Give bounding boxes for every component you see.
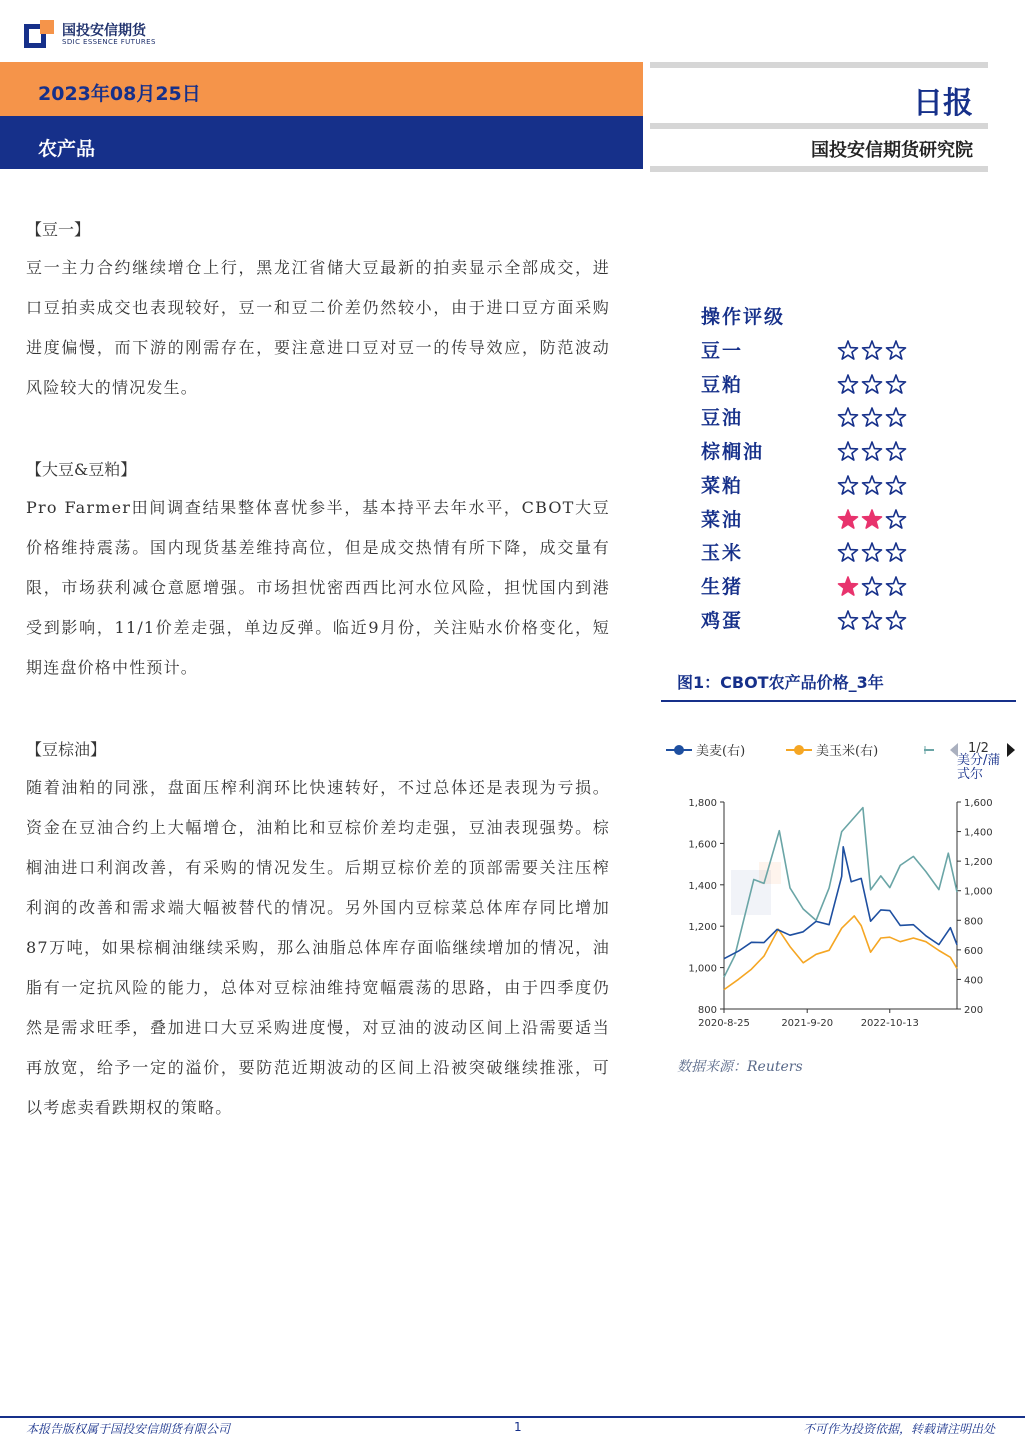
star-outline-icon	[862, 341, 881, 359]
rating-row	[701, 505, 921, 535]
right-axis-tick-label: 400	[964, 975, 984, 987]
section-title-soybean-one: 【豆一】	[26, 220, 91, 239]
star-outline-icon	[886, 510, 905, 528]
star-outline-icon	[838, 408, 857, 426]
rating-row	[701, 538, 921, 568]
star-filled-icon	[838, 577, 857, 595]
left-axis-tick-label: 1,400	[688, 880, 717, 892]
legend-label: 美玉米(右)	[816, 744, 879, 759]
rating-item-name: 菜油	[701, 508, 744, 531]
institute-name: 国投安信期货研究院	[811, 140, 973, 161]
rating-stars	[837, 474, 909, 496]
rating-item-name: 生猪	[701, 575, 744, 598]
left-axis-tick-label: 1,200	[688, 922, 717, 934]
rating-item-name: 鸡蛋	[701, 609, 744, 632]
left-axis-tick-label: 1,800	[688, 798, 717, 809]
rating-item-name: 菜粕	[701, 474, 744, 497]
x-axis-tick-label: 2021-9-20	[781, 1018, 834, 1029]
star-outline-icon	[862, 577, 881, 595]
star-outline-icon	[886, 543, 905, 561]
rating-stars	[837, 508, 909, 530]
logo-subtitle: SDIC ESSENCE FUTURES	[62, 38, 156, 46]
rating-row	[701, 336, 921, 366]
report-date: 2023年08月25日	[38, 83, 201, 105]
right-axis-tick-label: 1,200	[964, 857, 993, 869]
star-outline-icon	[838, 375, 857, 393]
legend-page-indicator: 1/2	[968, 741, 989, 756]
report-type: 日报	[913, 86, 973, 121]
rating-row	[701, 471, 921, 501]
rating-stars	[837, 609, 909, 631]
header-divider-middle	[650, 123, 988, 129]
star-outline-icon	[862, 543, 881, 561]
figure-caption: 图1：CBOT农产品价格_3年	[677, 673, 884, 692]
chart	[661, 730, 1016, 1045]
rating-stars	[837, 406, 909, 428]
section-title-oils: 【豆棕油】	[26, 740, 107, 759]
star-outline-icon	[886, 341, 905, 359]
legend-label: 美麦(右)	[696, 744, 746, 759]
footer-copyright: 本报告版权属于国投安信期货有限公司	[26, 1422, 231, 1436]
rating-item-name: 豆粕	[701, 373, 744, 396]
header-divider-bottom	[650, 166, 988, 172]
left-axis-tick-label: 1,600	[688, 839, 717, 851]
star-outline-icon	[838, 611, 857, 629]
star-outline-icon	[886, 442, 905, 460]
right-axis-unit: 美分/蒲式尔	[957, 753, 1001, 782]
star-outline-icon	[838, 341, 857, 359]
chart-plot	[661, 730, 1016, 1030]
left-axis-tick-label: 800	[697, 1005, 717, 1016]
star-outline-icon	[862, 408, 881, 426]
series-line-corn	[724, 916, 957, 990]
report-sector: 农产品	[38, 138, 96, 160]
star-outline-icon	[838, 442, 857, 460]
section-body-soybean-one	[26, 248, 610, 408]
star-filled-icon	[862, 510, 881, 528]
star-outline-icon	[862, 611, 881, 629]
figure-caption-underline	[661, 700, 1016, 702]
figure-source: 数据来源：Reuters	[677, 1059, 803, 1075]
x-axis-tick-label: 2020-8-25	[698, 1018, 750, 1029]
header-sector-band	[0, 116, 643, 169]
rating-row	[701, 572, 921, 602]
section-paragraph: Pro Farmer田间调查结果整体喜忧参半，基本持平去年水平，CBOT大豆价格维持震荡。国内现货基差维持高位，但是成交热情有所下降，成交量有限，市场获利减仓意愿增强。市场担忧密西西比河水位风险，担忧国内到港受到影响，11/1价差走强，单边反弹。临近9月份，关注贴水价格变化，短期连盘价格中性预计。	[26, 498, 610, 677]
star-outline-icon	[886, 611, 905, 629]
right-axis-tick-label: 200	[964, 1005, 984, 1016]
rating-item-name: 豆一	[701, 340, 744, 362]
left-axis-tick-label: 1,000	[688, 963, 717, 975]
rating-item-name: 豆油	[701, 407, 744, 430]
section-paragraph: 随着油粕的同涨，盘面压榨利润环比快速转好，不过总体还是表现为亏损。资金在豆油合约上大幅增仓，油粕比和豆棕价差均走强，豆油表现强势。棕榈油进口利润改善，有采购的情况发生。后期豆棕价差的顶部需要关注压榨利润的改善和需求端大幅被替代的情况。另外国内豆棕菜总体库存同比增加87万吨，如果棕榈油继续采购，那么油脂总体库存面临继续增加的情况，油脂有一定抗风险的能力，总体对豆棕油维持宽幅震荡的思路，由于四季度仍然是需求旺季，叠加进口大豆采购进度慢，对豆油的波动区间上沿需要适当再放宽，给予一定的溢价，要防范近期波动的区间上沿被突破继续推涨，可以考虑卖看跌期权的策略。	[26, 778, 610, 1117]
section-title-soybean-meal: 【大豆&豆粕】	[26, 460, 137, 479]
section-body-soybean-meal	[26, 488, 610, 688]
logo-name: 国投安信期货	[62, 23, 146, 39]
star-outline-icon	[886, 577, 905, 595]
star-outline-icon	[886, 375, 905, 393]
rating-row	[701, 606, 921, 636]
star-outline-icon	[862, 375, 881, 393]
rating-item-name: 玉米	[701, 542, 744, 565]
footer-page-number: 1	[514, 1420, 522, 1434]
rating-stars	[837, 440, 909, 462]
star-outline-icon	[838, 476, 857, 494]
right-axis-tick-label: 1,000	[964, 886, 993, 898]
rating-row	[701, 437, 921, 467]
star-outline-icon	[886, 408, 905, 426]
header-divider-top	[650, 62, 988, 68]
rating-title: 操作评级	[701, 306, 786, 328]
footer-divider	[0, 1416, 1025, 1418]
rating-stars	[837, 541, 909, 563]
x-axis-tick-label: 2022-10-13	[860, 1018, 919, 1029]
rating-row	[701, 370, 921, 400]
company-logo	[24, 18, 184, 52]
star-outline-icon	[886, 476, 905, 494]
rating-stars	[837, 373, 909, 395]
star-filled-icon	[838, 510, 857, 528]
rating-row	[701, 403, 921, 433]
right-axis-tick-label: 600	[964, 945, 984, 957]
right-axis-tick-label: 1,600	[964, 798, 993, 809]
star-outline-icon	[862, 476, 881, 494]
logo-mark-icon	[24, 20, 54, 48]
footer-disclaimer: 不可作为投资依据，转载请注明出处	[802, 1422, 995, 1436]
rating-stars	[837, 575, 909, 597]
rating-stars	[837, 339, 909, 361]
rating-item-name: 棕榈油	[701, 441, 765, 464]
right-axis-tick-label: 1,400	[964, 827, 993, 839]
star-outline-icon	[838, 543, 857, 561]
section-paragraph: 豆一主力合约继续增仓上行，黑龙江省储大豆最新的拍卖显示全部成交，进口豆拍卖成交也表现较好，豆一和豆二价差仍然较小，由于进口豆方面采购进度偏慢，而下游的刚需存在，要注意进口豆对豆一的传导效应，防范波动风险较大的情况发生。	[26, 258, 610, 397]
right-axis-tick-label: 800	[964, 916, 984, 928]
section-body-oils	[26, 768, 610, 1128]
star-outline-icon	[862, 442, 881, 460]
